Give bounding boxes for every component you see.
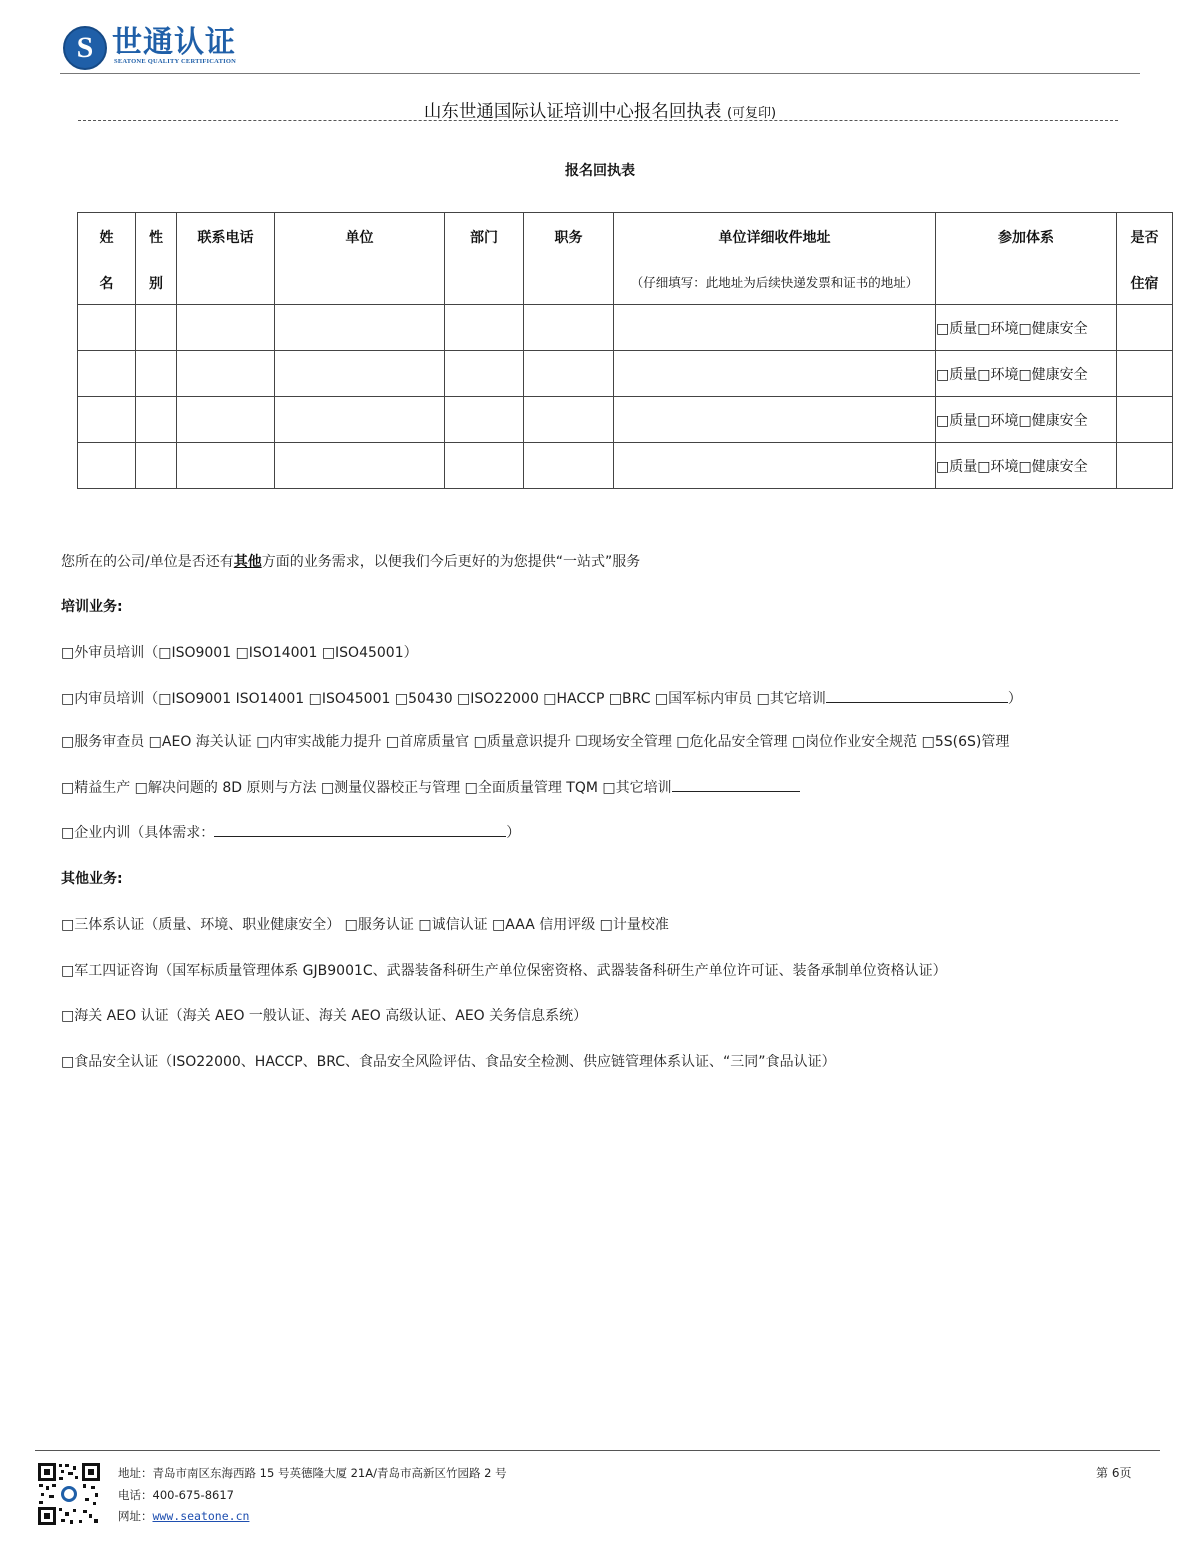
cell-position[interactable] [524,305,614,351]
other-training-blank[interactable] [826,690,1008,703]
cell-lodging[interactable] [1117,305,1173,351]
other-business-heading: 其他业务: [61,871,123,887]
page-number: 第 6页 [1096,1466,1132,1480]
cell-position[interactable] [524,397,614,443]
table-row [78,305,1173,351]
form-title: 报名回执表 [565,163,635,179]
service-training-options[interactable]: □服务审查员 □AEO 海关认证 □内审实战能力提升 □首席质量官 □质量意识提升 ☐现场安全管理 □危化品安全管理 □岗位作业安全规范 □5S(6S)管理 [61,734,1010,750]
cell-address[interactable] [614,351,936,397]
website-link[interactable]: www.seatone.cn [152,1509,250,1523]
cell-gender[interactable] [136,351,177,397]
table-row [78,397,1173,443]
logo-mark: S [63,26,107,70]
external-auditor-options[interactable]: □外审员培训（□ISO9001 □ISO14001 □ISO45001） [61,645,418,661]
intro-text: 您所在的公司/单位是否还有其他方面的业务需求，以便我们今后更好的为您提供“一站式”服务 [61,554,641,570]
qr-code-icon [37,1462,101,1526]
header-name: 姓 名 [78,213,136,305]
military-consulting-option[interactable]: □军工四证咨询（国军标质量管理体系 GJB9001C、武器装备科研生产单位保密资格、武器装备科研生产单位许可证、装备承制单位资格认证） [61,963,947,979]
cell-company[interactable] [275,397,445,443]
cell-lodging[interactable] [1117,351,1173,397]
cell-gender[interactable] [136,397,177,443]
cell-phone[interactable] [177,397,275,443]
header-gender: 性 别 [136,213,177,305]
cell-gender[interactable] [136,305,177,351]
cell-department[interactable] [445,443,524,489]
cell-company[interactable] [275,351,445,397]
system-checkboxes[interactable]: □质量□环境□健康安全 [936,397,1117,443]
cell-name[interactable] [78,305,136,351]
footer-divider [35,1450,1160,1451]
header-system: 参加体系 [936,213,1117,305]
table-row [78,351,1173,397]
cell-company[interactable] [275,305,445,351]
cell-position[interactable] [524,351,614,397]
header-divider [60,73,1140,74]
intro-emphasis: 其他 [233,554,262,570]
footer-phone: 电话：400-675-8617 [118,1488,234,1502]
logo-subtitle: SEATONE QUALITY CERTIFICATION [114,58,236,65]
cell-phone[interactable] [177,351,275,397]
internal-auditor-options[interactable]: □内审员培训（□ISO9001 ISO14001 □ISO45001 □50430 □ISO22000 □HACCP □BRC □国军标内审员 □其它培训 ） [61,691,1022,707]
inhouse-requirement-blank[interactable] [214,824,506,837]
registration-table [77,212,1173,489]
cell-name[interactable] [78,351,136,397]
table-header-row [78,213,1173,305]
cell-department[interactable] [445,397,524,443]
cell-name[interactable] [78,397,136,443]
cell-address[interactable] [614,397,936,443]
cell-gender[interactable] [136,443,177,489]
cell-position[interactable] [524,443,614,489]
title-dashed-divider [78,120,1118,121]
cell-address[interactable] [614,443,936,489]
certification-options[interactable]: □三体系认证（质量、环境、职业健康安全） □服务认证 □诚信认证 □AAA 信用评级 □计量校准 [61,917,669,933]
cell-name[interactable] [78,443,136,489]
system-checkboxes[interactable]: □质量□环境□健康安全 [936,351,1117,397]
cell-phone[interactable] [177,305,275,351]
document-title-text: 山东世通国际认证培训中心报名回执表 [423,102,722,122]
header-address: 单位详细收件地址 （仔细填写：此地址为后续快递发票和证书的地址） [614,213,936,305]
cell-company[interactable] [275,443,445,489]
cell-department[interactable] [445,305,524,351]
logo-text: 世通认证 [112,25,236,60]
table-row [78,443,1173,489]
customs-aeo-option[interactable]: □海关 AEO 认证（海关 AEO 一般认证、海关 AEO 高级认证、AEO 关务信息系统） [61,1008,588,1024]
cell-phone[interactable] [177,443,275,489]
system-checkboxes[interactable]: □质量□环境□健康安全 [936,443,1117,489]
inhouse-training-option[interactable]: □企业内训（具体需求： ） [61,825,521,841]
cell-address[interactable] [614,305,936,351]
lean-training-options[interactable]: □精益生产 □解决问题的 8D 原则与方法 □测量仪器校正与管理 □全面质量管理 TQM □其它培训 [61,777,800,797]
header-phone: 联系电话 [177,213,275,305]
food-safety-option[interactable]: □食品安全认证（ISO22000、HACCP、BRC、食品安全风险评估、食品安全检测、供应链管理体系认证、“三同”食品认证） [61,1054,836,1070]
training-heading: 培训业务: [61,599,123,615]
header-company: 单位 [275,213,445,305]
cell-department[interactable] [445,351,524,397]
header-lodging: 是否 住宿 [1117,213,1173,305]
other-training-blank-2[interactable] [672,779,800,792]
cell-lodging[interactable] [1117,397,1173,443]
document-title-note: (可复印) [726,106,777,121]
header-department: 部门 [445,213,524,305]
footer-address: 地址：青岛市南区东海西路 15 号英德隆大厦 21A/青岛市高新区竹园路 2 号 [118,1466,507,1480]
footer-website: 网址：www.seatone.cn [118,1509,250,1523]
cell-lodging[interactable] [1117,443,1173,489]
header-position: 职务 [524,213,614,305]
system-checkboxes[interactable]: □质量□环境□健康安全 [936,305,1117,351]
